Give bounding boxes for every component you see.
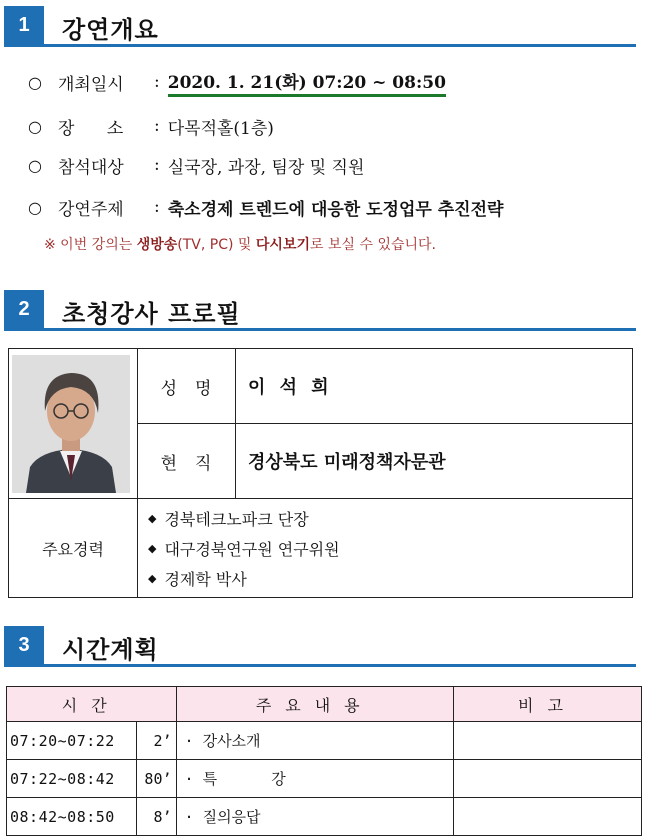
note	[453, 760, 641, 798]
header-content: 주요내용	[176, 687, 453, 722]
position-label: 현직	[138, 424, 236, 499]
note-emphasis-live: 생방송	[136, 237, 178, 253]
section-title: 강연개요	[62, 16, 159, 44]
overview-label: 개최일시	[58, 74, 124, 95]
career-list	[138, 499, 633, 598]
section-title: 시간계획	[62, 636, 159, 664]
schedule-header-row	[7, 687, 642, 722]
section-rule	[4, 328, 636, 331]
note-text: (TV, PC) 및	[177, 237, 256, 253]
section-rule	[4, 44, 636, 47]
content: · 특 강	[176, 760, 453, 798]
overview-label: 강연주제	[58, 199, 124, 220]
table-row	[7, 798, 642, 836]
section-number: 2	[4, 290, 44, 328]
career-label: 주요경력	[9, 499, 138, 598]
circle-bullet-icon: ○	[28, 197, 42, 217]
time-range: 07:22~08:42	[7, 760, 137, 798]
list-item	[148, 533, 622, 563]
overview-item-audience	[28, 150, 364, 180]
overview-item-place	[28, 111, 274, 141]
overview-item-date	[28, 67, 446, 97]
note-emphasis-replay: 다시보기	[255, 237, 310, 253]
section-number: 1	[4, 6, 44, 44]
note-text: 로 보실 수 있습니다.	[310, 237, 436, 253]
speaker-name: 이 석 희	[236, 349, 633, 424]
duration: 2’	[137, 722, 176, 760]
broadcast-note	[44, 234, 436, 254]
circle-bullet-icon: ○	[28, 155, 42, 175]
section-schedule-header	[4, 626, 636, 666]
note-text: ※ 이번 강의는	[44, 237, 137, 253]
time-range: 07:20~07:22	[7, 722, 137, 760]
diamond-bullet-icon: ◆	[148, 511, 157, 525]
overview-label: 장 소	[58, 118, 124, 139]
colon: :	[154, 72, 160, 92]
overview-label: 참석대상	[58, 157, 124, 178]
circle-bullet-icon: ○	[28, 116, 42, 136]
list-item	[148, 563, 622, 593]
section-title: 초청강사 프로필	[62, 300, 241, 328]
duration: 80’	[137, 760, 176, 798]
section-number: 3	[4, 626, 44, 664]
name-label: 성명	[138, 349, 236, 424]
speaker-photo	[12, 355, 130, 493]
content: · 질의응답	[176, 798, 453, 836]
circle-bullet-icon: ○	[28, 72, 42, 92]
speaker-position: 경상북도 미래정책자문관	[236, 424, 633, 499]
section-rule	[4, 664, 636, 667]
duration: 8’	[137, 798, 176, 836]
photo-cell	[9, 349, 138, 499]
table-row	[7, 722, 642, 760]
content: · 강사소개	[176, 722, 453, 760]
section-overview-header	[4, 6, 636, 46]
overview-value-place: 다목적홀(1층)	[167, 118, 274, 139]
header-time: 시간	[7, 687, 177, 722]
career-text: 경북테크노파크 단장	[164, 509, 309, 529]
time-range: 08:42~08:50	[7, 798, 137, 836]
speaker-profile-table	[8, 348, 633, 598]
diamond-bullet-icon: ◆	[148, 541, 157, 555]
diamond-bullet-icon: ◆	[148, 571, 157, 585]
note	[453, 798, 641, 836]
overview-value-topic: 축소경제 트렌드에 대응한 도정업무 추진전략	[167, 199, 504, 220]
note	[453, 722, 641, 760]
header-note: 비고	[453, 687, 641, 722]
colon: :	[154, 197, 160, 217]
section-profile-header	[4, 290, 636, 330]
schedule-table	[6, 686, 642, 836]
colon: :	[154, 116, 160, 136]
table-row	[7, 760, 642, 798]
career-text: 대구경북연구원 연구위원	[164, 539, 340, 559]
career-text: 경제학 박사	[164, 569, 247, 589]
overview-value-audience: 실국장, 과장, 팀장 및 직원	[167, 157, 365, 178]
list-item	[148, 503, 622, 533]
speaker-portrait-icon	[12, 355, 130, 493]
colon: :	[154, 155, 160, 175]
overview-item-topic	[28, 192, 503, 222]
overview-value-date: 2020. 1. 21(화) 07:20 ~ 08:50	[168, 68, 446, 97]
